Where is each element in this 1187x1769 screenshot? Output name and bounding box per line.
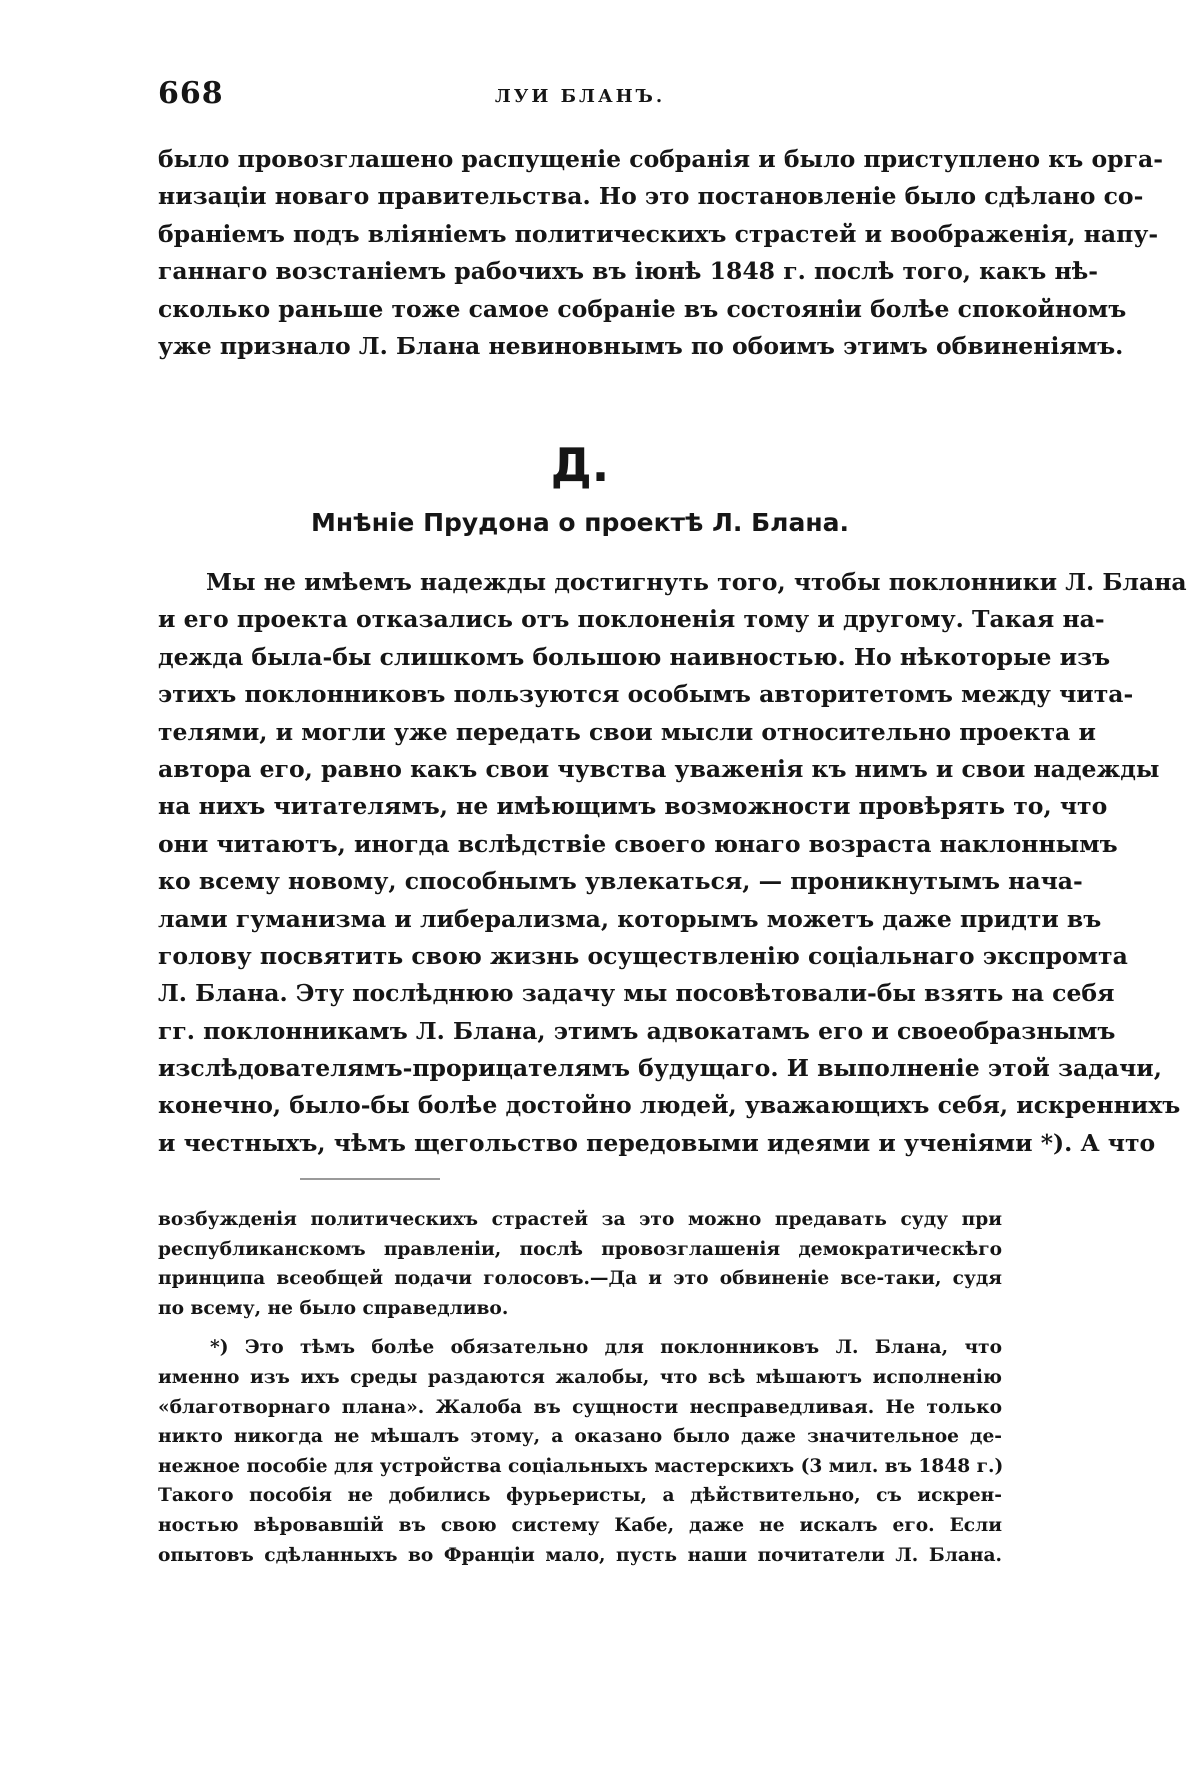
running-title: ЛУИ БЛАНЪ. [494, 86, 666, 107]
text-line: лами гуманизма и либерализма, которымъ можетъ даже придти въ [158, 904, 1102, 933]
text-line: низаціи новаго правительства. Но это постановленіе было сдѣлано со- [158, 182, 1144, 211]
footnote-line: возбужденія политическихъ страстей за это можно предавать суду при [158, 1209, 1002, 1230]
text-line: уже признало Л. Блана невиновнымъ по обоимъ этимъ обвиненіямъ. [158, 331, 1124, 360]
text-line: автора его, равно какъ свои чувства уваженія къ нимъ и свои надежды [158, 754, 1160, 783]
text-line: и его проекта отказались отъ поклоненія тому и другому. Такая на- [158, 605, 1105, 634]
text-line: они читаютъ, иногда вслѣдствіе своего юнаго возраста наклоннымъ [158, 829, 1118, 858]
footnote-line: опытовъ сдѣланныхъ во Франціи мало, пусть наши почитатели Л. Блана. [158, 1544, 1002, 1566]
footnote-line: по всему, не было справедливо. [158, 1297, 509, 1319]
text-line: и честныхъ, чѣмъ щегольство передовыми идеями и ученіями *). А что [158, 1128, 1156, 1157]
footnote-gap [158, 1323, 1002, 1333]
text-line: изслѣдователямъ-прорицателямъ будущаго. И выполненіе этой задачи, [158, 1054, 1162, 1083]
text-line: Мы не имѣемъ надежды достигнуть того, чтобы поклонники Л. Блана [206, 568, 1187, 596]
footnote-line: Такого пособія не добились фурьеристы, а дѣйствительно, съ искрен- [158, 1485, 1002, 1507]
footnote-line: именно изъ ихъ среды раздаются жалобы, что всѣ мѣшаютъ исполненію [158, 1366, 1002, 1388]
text-line: браніемъ подъ вліяніемъ политическихъ страстей и воображенія, напу- [158, 219, 1159, 248]
footnote-line: никто никогда не мѣшалъ этому, а оказано было даже значительное де- [158, 1426, 1002, 1448]
footnote-line: «благотворнаго плана». Жалоба въ сущности несправедливая. Не только [158, 1396, 1002, 1418]
text-line: дежда была-бы слишкомъ большою наивностью. Но нѣкоторые изъ [158, 642, 1111, 671]
footnote-separator [300, 1178, 440, 1180]
text-line: гг. поклонникамъ Л. Блана, этимъ адвокатамъ его и своеобразнымъ [158, 1016, 1116, 1045]
footnote-line: принципа всеобщей подачи голосовъ.—Да и это обвиненіе все-таки, судя [158, 1268, 1002, 1290]
text-line: сколько раньше тоже самое собраніе въ состояніи болѣе спокойномъ [158, 294, 1127, 323]
text-line: голову посвятить свою жизнь осуществленію соціальнаго экспромта [158, 941, 1128, 970]
footnote-line: республиканскомъ правленіи, послѣ провозглашенія демократическѣго [158, 1238, 1002, 1260]
text-line: Л. Блана. Эту послѣднюю задачу мы посовѣтовали-бы взять на себя [158, 979, 1115, 1008]
text-line: этихъ поклонниковъ пользуются особымъ авторитетомъ между чита- [158, 680, 1134, 709]
text-line: конечно, было-бы болѣе достойно людей, уважающихъ себя, искреннихъ [158, 1091, 1181, 1120]
running-head [158, 70, 1002, 120]
main-paragraph [158, 564, 1187, 1162]
section-letter: Д. [550, 438, 610, 492]
text-line: было провозглашено распущеніе собранія и было приступлено къ орга- [158, 145, 1163, 173]
footnotes [158, 1205, 1002, 1570]
top-paragraph [158, 141, 1163, 365]
text-line: телями, и могли уже передать свои мысли относительно проекта и [158, 717, 1096, 746]
text-line: на нихъ читателямъ, не имѣющимъ возможности провѣрять то, что [158, 792, 1108, 821]
text-line: ганнаго возстаніемъ рабочихъ въ іюнѣ 1848 г. послѣ того, какъ нѣ- [158, 257, 1098, 286]
footnote-line: ностью вѣровавшій въ свою систему Кабе, даже не искалъ его. Если [158, 1514, 1002, 1536]
text-line: ко всему новому, способнымъ увлекаться, — проникнутымъ нача- [158, 867, 1083, 896]
section-title: Мнѣніе Прудона о проектѣ Л. Блана. [311, 508, 849, 537]
footnote-line: нежное пособіе для устройства соціальныхъ мастерскихъ (3 мил. въ 1848 г.) [158, 1455, 1004, 1477]
footnote-line: *) Это тѣмъ болѣе обязательно для поклонниковъ Л. Блана, что [210, 1337, 1002, 1359]
page-number: 668 [158, 76, 224, 111]
